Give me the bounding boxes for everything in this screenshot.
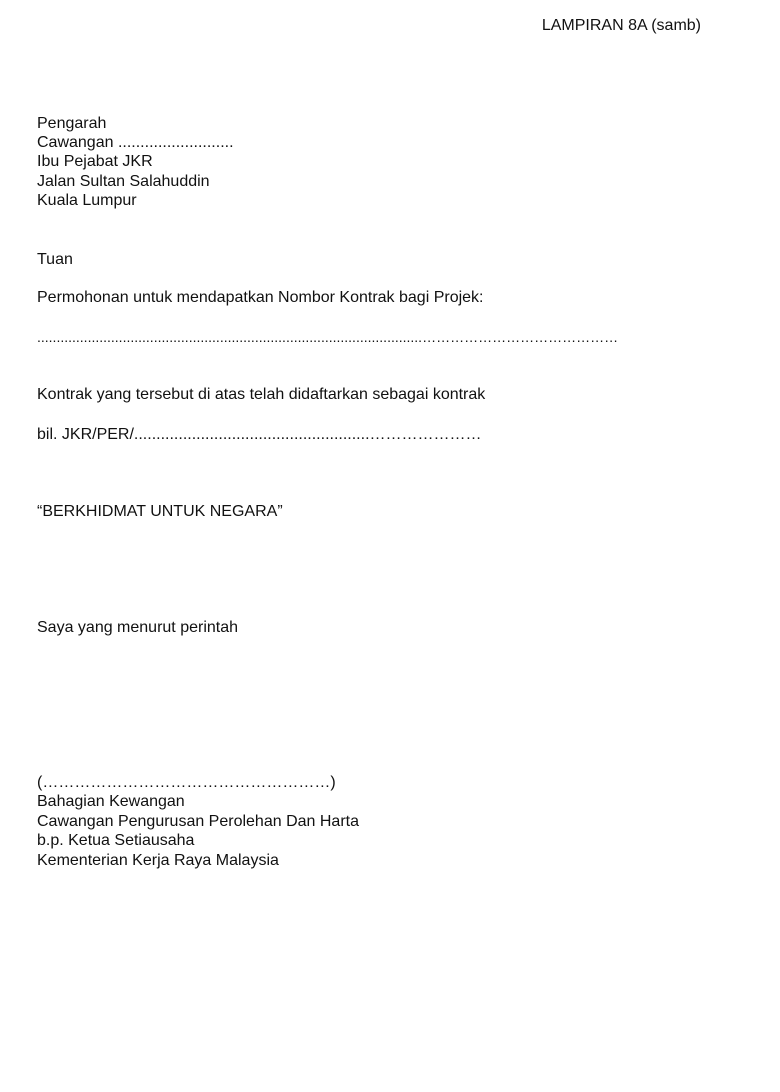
registered-statement: Kontrak yang tersebut di atas telah didaftarkan sebagai kontrak	[37, 386, 486, 403]
signature-division: Bahagian Kewangan	[37, 793, 185, 810]
signature-on-behalf: b.p. Ketua Setiausaha	[37, 832, 195, 849]
recipient-title: Pengarah	[37, 115, 107, 132]
subject-line: Permohonan untuk mendapatkan Nombor Kontrak bagi Projek:	[37, 289, 484, 306]
contract-number-line: bil. JKR/PER/.....................................................…………………	[37, 426, 482, 443]
closing-phrase: Saya yang menurut perintah	[37, 619, 239, 636]
signature-ministry: Kementerian Kerja Raya Malaysia	[37, 852, 279, 869]
signature-name-blank: (………………………………………………)	[37, 774, 336, 791]
signature-branch: Cawangan Pengurusan Perolehan Dan Harta	[37, 813, 359, 830]
salutation: Tuan	[37, 251, 73, 268]
project-name-blank: ...................................................................................................……………………………………	[37, 329, 619, 345]
recipient-office: Ibu Pejabat JKR	[37, 153, 153, 170]
motto: “BERKHIDMAT UNTUK NEGARA”	[37, 503, 283, 520]
attachment-label: LAMPIRAN 8A (samb)	[541, 17, 701, 34]
recipient-city: Kuala Lumpur	[37, 192, 137, 209]
recipient-branch: Cawangan ..........................	[37, 134, 234, 151]
recipient-street: Jalan Sultan Salahuddin	[37, 173, 210, 190]
